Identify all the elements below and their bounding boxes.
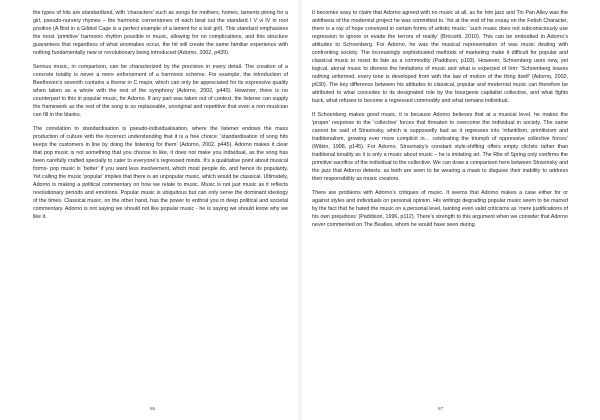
left-paragraph-2: Serious music, in comparison, can be characterized by the precision in every detail. The creation of a concrete totality is never a mere enforcement of a harmonic scheme. For example, the introduction of Beethoven’s seventh contains a theme in C major, which can only be appreciated for its expressive quality when taken as a whole with the rest of the symphony (Adorno, 2002, p440). However, there is no counterpart to this in popular music, for Adorno. If any part was taken out of context, the listener can supply the framework as the rest of the song is so replaceable, unoriginal and repetitive that even a non-musician can fill in the blanks. <box>33 64 288 118</box>
right-page <box>300 0 600 420</box>
right-page-number: 87 <box>438 406 444 411</box>
left-paragraph-1: the types of hits are standardized, with ‘characters’ such as songs for mothers, homes, laments pining for a girl, pseudo-nursery rhymes – the harmonic cornerstones of each beat out the standard I V vi IV in root position (A Bird in a Gilded Cage is a perfect example of a lament for a lost girl). This standard emphasises the most ‘primitive’ harmonic rhythm possible in music, allowing for no complications, and this structure guarantees that regardless of what anomalies occur, the hit will create the same familiar experience with nothing fundamentally new or revolutionary being introduced (Adorno, 2002, p439). <box>33 10 288 56</box>
right-paragraph-2: If Schoenberg makes good music, it is because Adorno believes that at a musical level, he makes the ‘proper’ response to the ‘collective’ forces that threaten to overcome the individual in society. The same cannot be said of Stravinsky, which is supposedly bad as it regresses into ‘infantilism, primitivism and traditionalism, growing ever more complicit in… celebrating the triumph of oppressive collective forces’ (Witkin, 1998, p145). For Adorno, Stravinsky’s constant style-shifting offers empty clichés rather than traditional tonality as it is only a music about music – he is imitating art. The Rite of Spring only confirms the primitive sacrifice of the individual to the collective. We can draw a comparison here between Stravinsky and the jazz that Adorno detests, as both are seen to be wearing a mask to disguise their inability to address their responsibility as music creators. <box>312 112 568 182</box>
left-paragraph-3: The correlation to standardisation is pseudo-individualisation, where the listener endows the mass production of culture with the incorrect understanding that it is a free choice: ‘standardisation of song hits keeps the customers in line by doing the listening for them’ (Adorno, 2002, p445). Adorno makes it clear that pop music is not something that you choose to like, it does not make you individual, as the song has been carefully crafted specially to cater to everyone’s regressed minds. It’s a qualitative point about musical forms- pop music is ‘better’ if you want less involvement, which most people do, and hence its popularity. Yet calling the music ‘popular’ implies that there is an unpopular music, which would be classical. Ultimately, Adorno is making a political commentary on how we relate to music. Music is not just music as it reflects revolutionary periods and emotions. Popular music is ubiquitous but can only serve the dominant ideology of the times. Classical music, on the other hand, has the power to enthral you in deep political and societal commentary. Adorno is not saying we should not like popular music - he is saying we should know why we like it. <box>33 126 288 220</box>
right-paragraph-3: There are problems with Adorno’s critiques of music. It seems that Adorno makes a case either for or against styles and individuals on personal opinion. His writings degrading popular music seem to be marred by the fact that he hated the music on a personal level, tainting even valid criticisms as ‘mere justifications of his own prejudices’ (Paddison, 1996, p112). There’s strength to this argument when we consider that Adorno never commented on The Beatles, whom he would have seen during <box>312 190 568 228</box>
left-page-number: 86 <box>150 406 156 411</box>
right-paragraph-1: It becomes easy to claim that Adorno agreed with no music at all, as for him jazz and Tin Pan Alley was the antithesis of the modernist project he was committed to. Yet at the end of his essay on the Fetish Character, there is a ray of hope conveyed in certain forms of artistic music: ‘such music does not subconsciously use regression to ignore or evade the terrors of reality’ (Briccetti, 2010). This can be embodied in Adorno’s attitudes to Schoenberg. For Adorno, he was the musical representation of was music dealing with confronting society. The increasingly sophisticated methods of marketing make it difficult for popular and classical music to resist its fate as a commodity (Paddison, p103). However, Schoenberg uses new, yet logical, atonal music to dismiss the limitations of music and what is expected of him: ‘Schoenberg leaves nothing unformed, every tone is developed from with the law of motion of the thing itself’ (Adorno, 2002, p630). The key difference between his attitudes to classical, popular and modernist music can therefore be attributed to what concedes to its designated role by the bourgeois capitalist collective, and what fights back, what refuses to become a regressed commodity and what remains individual. <box>312 10 568 104</box>
